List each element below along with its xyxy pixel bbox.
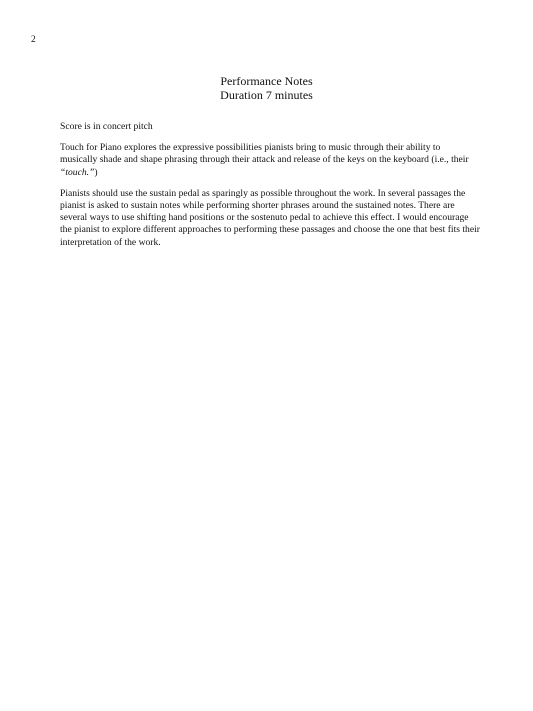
pedal-instructions-paragraph: Pianists should use the sustain pedal as sparingly as possible throughout the work. In several passages the pianist is asked to sustain notes while performing shorter phrases around the sustained notes. There are several ways to use shifting hand positions or the sostenuto pedal to achieve this effect. I would encourage the pianist to explore different approaches to performing these passages and choose the one that best fits their interpretation of the work. xyxy=(60,187,480,248)
touch-description-paragraph xyxy=(60,142,480,179)
touch-text-end: ) xyxy=(94,166,98,178)
body-content xyxy=(60,121,480,258)
concert-pitch-note: Score is in concert pitch xyxy=(60,121,153,132)
touch-text-start: Touch for Piano explores the expressive possibilities pianists bring to music through their ability to musically shade and shape phrasing through their attack and release of the keys on the keyboard (i.e., their xyxy=(60,142,469,166)
duration-subtitle: Duration 7 minutes xyxy=(220,88,313,102)
page-title: Performance Notes xyxy=(220,74,313,88)
page-number: 2 xyxy=(31,35,36,45)
touch-emphasis: “touch.” xyxy=(60,166,95,178)
heading-block xyxy=(0,74,533,102)
